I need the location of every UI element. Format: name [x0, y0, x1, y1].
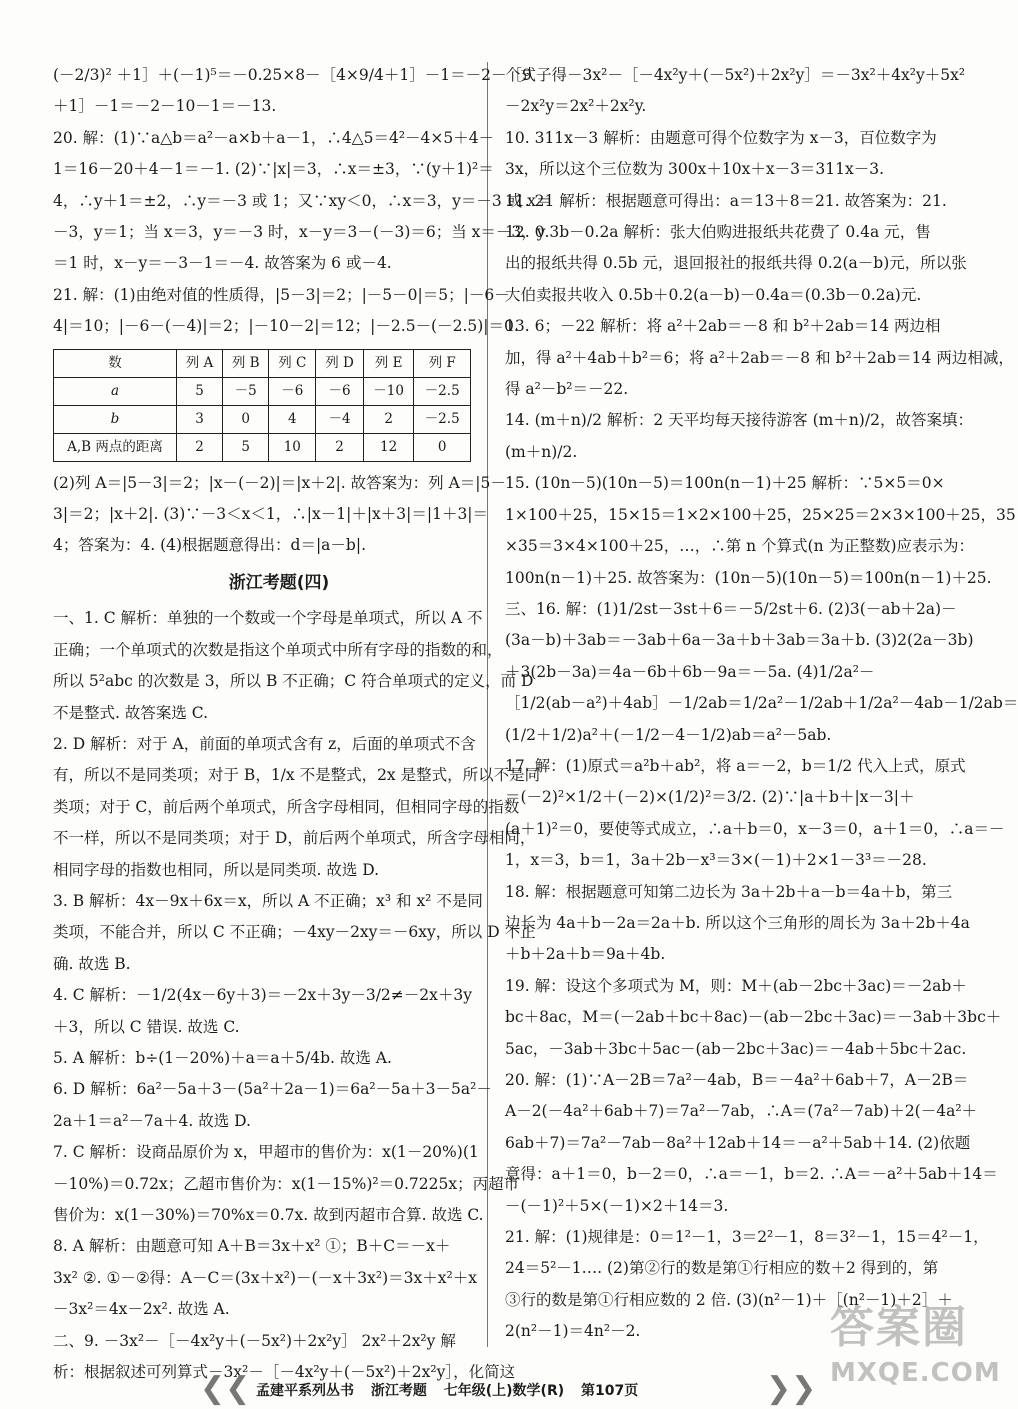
- table-header-cell: 列 D: [316, 349, 364, 377]
- text-line: 20. 解：(1)∵a△b＝a²－a×b＋a－1，∴4△5＝4²－4×5＋4－: [53, 128, 495, 147]
- table-cell: －2.5: [414, 377, 471, 405]
- text-line: 15. (10n－5)(10n－5)＝100n(n－1)＋25 解析：∵5×5＝0×: [505, 474, 945, 493]
- text-line: －3x²＝4x－2x². 故选 A.: [53, 1300, 230, 1319]
- table-header-cell: 列 F: [414, 349, 471, 377]
- text-line: 2(n²－1)＝4n²－2.: [505, 1322, 641, 1341]
- text-line: (a＋1)²＝0，要使等式成立，∴a＋b＝0，x－3＝0，a＋1＝0，∴a＝－: [505, 819, 1005, 838]
- text-line: 三、16. 解：(1)1/2st－3st＋6＝－5/2st＋6. (2)3(－ab＋2a)－: [505, 599, 957, 618]
- left-bottom-text: [53, 603, 541, 1388]
- table-row: [54, 405, 471, 433]
- table-cell: 4: [269, 405, 316, 433]
- text-line: 19. 解：设这个多项式为 M，则：M＋(ab－2bc＋3ac)＝－2ab＋: [505, 976, 967, 995]
- text-line: 一、1. C 解析：单独的一个数或一个字母是单项式，所以 A 不: [53, 609, 483, 628]
- text-line: 1＝16－20＋4－1＝－1. (2)∵|x|＝3，∴x＝±3，∵(y＋1)²＝: [53, 160, 494, 179]
- text-line: 6. D 解析：6a²－5a＋3－(5a²＋2a－1)＝6a²－5a＋3－5a²－: [53, 1080, 492, 1099]
- text-line: 5ac，－3ab＋3bc＋5ac－(ab－2bc＋3ac)＝－4ab＋5bc＋2ac.: [505, 1039, 967, 1058]
- text-line: 出的报纸共得 0.5b 元，退回报社的报纸共得 0.2(a－b)元，所以张: [505, 254, 967, 273]
- text-line: 4，∴y＋1＝±2，∴y＝－3 或 1；又∵xy＜0，∴x＝3，y＝－3 或 x＝: [53, 191, 552, 210]
- text-line: 3. B 解析：4x－9x＋6x＝x，所以 A 不正确；x³ 和 x² 不是同: [53, 891, 483, 910]
- watermark-logo-text: 答案圈: [830, 1302, 968, 1353]
- text-line: 相同字母的指数也相同，所以是同类项. 故选 D.: [53, 860, 380, 879]
- footer-book: 浙江考题: [370, 1383, 427, 1399]
- table-cell: 12: [363, 433, 414, 461]
- text-line: ×35＝3×4×100＋25，…，∴第 n 个算式(n 为正整数)应表示为：: [505, 537, 975, 556]
- text-line: (－2/3)² ＋1］＋(－1)⁵＝－0.25×8－［4×9/4＋1］－1＝－2－［9: [53, 66, 532, 84]
- footer-page-number: 第107页: [581, 1383, 639, 1399]
- text-line: ＋3，所以 C 错误. 故选 C.: [53, 1017, 240, 1036]
- text-line: 大伯卖报共收入 0.5b＋0.2(a－b)－0.4a＝(0.3b－0.2a)元.: [505, 285, 922, 304]
- table-cell: －5: [223, 377, 269, 405]
- text-line: 21. 解：(1)规律是：0＝1²－1，3＝2²－1，8＝3²－1，15＝4²－1，: [505, 1228, 989, 1247]
- text-line: －(－1)²＋5×(－1)×2＋14＝3.: [505, 1196, 729, 1215]
- table-cell: 0: [414, 433, 471, 461]
- table-cell: 10: [269, 433, 316, 461]
- right-column: [505, 60, 1018, 1348]
- chevron-left-icon: ❮❮: [200, 1371, 251, 1406]
- text-line: 4；答案为：4. (4)根据题意得出：d＝|a－b|.: [53, 536, 366, 555]
- table-cell: －10: [363, 377, 414, 405]
- text-line: 个式子得－3x²－［－4x²y＋(－5x²)＋2x²y］＝－3x²＋4x²y＋5x²: [505, 66, 966, 84]
- text-line: 1×100＋25，15×15＝1×2×100＋25，25×25＝2×3×100＋25，35: [505, 505, 1016, 524]
- text-line: 14. (m＋n)/2 解析：2 天平均每天接待游客 (m＋n)/2，故答案填：: [505, 411, 973, 430]
- text-line: 析：根据叙述可列算式－3x²－［－4x²y＋(－5x²)＋2x²y］，化简这: [53, 1363, 516, 1382]
- text-line: 2. D 解析：对于 A，前面的单项式含有 z，后面的单项式不含: [53, 734, 476, 753]
- table-cell: 5: [223, 433, 269, 461]
- text-line: ＝(－2)²×1/2＋(－2)×(1/2)²＝3/2. (2)∵|a＋b＋|x－3|＋: [505, 788, 915, 807]
- text-line: ［1/2(ab－a²)＋4ab］－1/2ab＝1/2a²－1/2ab＋1/2a²－4ab－1/2ab＝: [505, 694, 1018, 713]
- text-line: (2)列 A＝|5－3|＝2；|x－(－2)|＝|x＋2|. 故答案为：列 A＝|5－: [53, 473, 506, 492]
- table-row: [54, 377, 471, 405]
- text-line: 类项；对于 C，前后两个单项式，所含字母相同，但相同字母的指数: [53, 797, 520, 816]
- text-line: 1，x＝3，b＝1，3a＋2b－x³＝3×(－1)＋2×1－3³＝－28.: [505, 851, 927, 870]
- footer-series: 孟建平系列丛书: [256, 1383, 354, 1399]
- left-top-text: [53, 60, 552, 343]
- text-line: 得 a²－b²＝－22.: [505, 380, 629, 399]
- text-line: －10%)＝0.72x；乙超市售价为：x(1－15%)²＝0.7225x；丙超市: [53, 1174, 520, 1193]
- text-line: 3|＝2；|x＋2|. (3)∵－3＜x＜1，∴|x－1|＋|x＋3|＝|1＋3|＝: [53, 505, 489, 524]
- text-line: 有，所以不是同类项；对于 B，1/x 不是整式，2x 是整式，所以不是同: [53, 766, 541, 785]
- watermark-domain: MXQE.COM: [830, 1358, 1001, 1388]
- right-text: [505, 60, 1018, 1348]
- text-line: －2x²y＝2x²＋2x²y.: [505, 97, 647, 116]
- table-cell: －6: [316, 377, 364, 405]
- text-line: (3a－b)＋3ab＝－3ab＋6a－3a＋b＋3ab＝3a＋b. (3)2(2a－3b): [505, 631, 974, 650]
- text-line: 100n(n－1)＋25. 故答案为：(10n－5)(10n－5)＝100n(n－1)＋25.: [505, 568, 992, 587]
- table-cell: 2: [177, 433, 223, 461]
- text-line: －3，y＝1；当 x＝3，y＝－3 时，x－y＝3－(－3)＝6；当 x＝－3，y: [53, 223, 546, 242]
- text-line: 17. 解：(1)原式＝a²b＋ab²，将 a＝－2，b＝1/2 代入上式，原式: [505, 756, 966, 775]
- text-line: 13. 6；－22 解析：将 a²＋2ab＝－8 和 b²＋2ab＝14 两边相: [505, 317, 941, 336]
- text-line: 意得：a＋1＝0，b－2＝0，∴a＝－1，b＝2. ∴A＝－a²＋5ab＋14＝: [505, 1165, 998, 1184]
- text-line: 18. 解：根据题意可知第二边长为 3a＋2b＋a－b＝4a＋b，第三: [505, 882, 953, 901]
- text-line: 3x² ②. ①－②得：A－C＝(3x＋x²)－(－x＋3x²)＝3x＋x²＋x: [53, 1268, 477, 1287]
- text-line: 2a＋1＝a²－7a＋4. 故选 D.: [53, 1111, 251, 1130]
- table-cell: 2: [316, 433, 364, 461]
- text-line: (1/2＋1/2)a²＋(－1/2－4－1/2)ab＝a²－5ab.: [505, 725, 832, 744]
- text-line: ③行的数是第①行相应数的 2 倍. (3)(n²－1)＋［(n²－1)＋2］＋: [505, 1290, 953, 1309]
- text-line: 21. 解：(1)由绝对值的性质得，|5－3|＝2；|－5－0|＝5；|－6－: [53, 285, 510, 304]
- text-line: 8. A 解析：由题意可知 A＋B＝3x＋x² ①；B＋C＝－x＋: [53, 1237, 451, 1256]
- text-line: 4. C 解析：－1/2(4x－6y＋3)＝－2x＋3y－3/2≠－2x＋3y: [53, 986, 473, 1005]
- table-cell: b: [54, 405, 177, 433]
- text-line: 12. 0.3b－0.2a 解析：张大伯购进报纸共花费了 0.4a 元，售: [505, 223, 931, 242]
- text-line: 二、9. －3x²－［－4x²y＋(－5x²)＋2x²y］ 2x²＋2x²y 解: [53, 1331, 456, 1350]
- text-line: 加，得 a²＋4ab＋b²＝6；将 a²＋2ab＝－8 和 b²＋2ab＝14 两边相减，: [505, 348, 1014, 367]
- footer-grade-subject: 七年级(上)数学(R): [443, 1383, 565, 1399]
- table-header-cell: 列 C: [269, 349, 316, 377]
- answer-table: [53, 349, 471, 462]
- text-line: 边长为 4a＋b－2a＝2a＋b. 所以这个三角形的周长为 3a＋2b＋4a: [505, 913, 970, 932]
- text-line: 11. 21 解析：根据题意可得出：a＝13＋8＝21. 故答案为：21.: [505, 191, 947, 210]
- text-line: ＝1 时，x－y＝－3－1＝－4. 故答案为 6 或－4.: [53, 254, 392, 273]
- table-cell: 0: [223, 405, 269, 433]
- footer-text: [256, 1380, 756, 1400]
- table-row: [54, 433, 471, 461]
- text-line: ＋b＋2a＋b＝9a＋4b.: [505, 945, 666, 964]
- text-line: 不是整式. 故答案选 C.: [53, 703, 209, 722]
- table-cell: －4: [316, 405, 364, 433]
- text-line: (m＋n)/2.: [505, 442, 578, 461]
- text-line: 24＝5²－1…. (2)第②行的数是第①行相应的数＋2 得到的，第: [505, 1259, 939, 1278]
- table-cell: A,B 两点的距离: [54, 433, 177, 461]
- text-line: 6ab＋7)＝7a²－7ab－8a²＋12ab＋14＝－a²＋5ab＋14. (2)依题: [505, 1133, 971, 1152]
- text-line: 7. C 解析：设商品原价为 x，甲超市的售价为：x(1－20%)(1: [53, 1143, 479, 1162]
- table-cell: a: [54, 377, 177, 405]
- text-line: 类项，不能合并，所以 C 不正确；－4xy－2xy＝－6xy，所以 D 不正: [53, 923, 536, 942]
- text-line: 所以 5²abc 的次数是 3，所以 B 不正确；C 符合单项式的定义，而 D: [53, 672, 534, 691]
- watermark: [830, 1300, 1001, 1400]
- table-header-cell: 列 A: [177, 349, 223, 377]
- table-cell: －6: [269, 377, 316, 405]
- left-mid-text: [53, 468, 505, 562]
- table-cell: 2: [363, 405, 414, 433]
- table-header-row: [54, 349, 471, 377]
- text-line: 3x，所以这个三位数为 300x＋10x＋x－3＝311x－3.: [505, 160, 885, 179]
- table-header-cell: 列 E: [363, 349, 414, 377]
- text-line: bc＋8ac，M＝(－2ab＋bc＋8ac)－(ab－2bc＋3ac)＝－3ab＋3bc＋: [505, 1008, 1002, 1027]
- text-line: 20. 解：(1)∵A－2B＝7a²－4ab，B＝－4a²＋6ab＋7，A－2B＝: [505, 1071, 969, 1089]
- text-line: 4|＝10；|－6－(－4)|＝2；|－10－2|＝12；|－2.5－(－2.5)|＝0.: [53, 317, 519, 336]
- text-line: 售价为：x(1－30%)＝70%x＝0.7x. 故到丙超市合算. 故选 C.: [53, 1206, 484, 1224]
- text-line: A－2(－4a²＋6ab＋7)＝7a²－7ab，∴A＝(7a²－7ab)＋2(－4a²＋: [505, 1102, 978, 1121]
- section-title: 浙江考题(四): [228, 572, 330, 593]
- text-line: 10. 311x－3 解析：由题意可得个位数字为 x－3，百位数字为: [505, 128, 937, 147]
- text-line: 5. A 解析：b÷(1－20%)＋a＝a＋5/4b. 故选 A.: [53, 1048, 392, 1067]
- text-line: 不一样，所以不是同类项；对于 D，前后两个单项式，所含字母相同，: [53, 829, 536, 848]
- text-line: ＋1］－1＝－2－10－1＝－13.: [53, 97, 277, 116]
- table-cell: 5: [177, 377, 223, 405]
- text-line: 确. 故选 B.: [53, 954, 131, 973]
- chevron-right-icon: ❯❯: [766, 1371, 817, 1406]
- table-header-cell: 数: [54, 349, 177, 377]
- table-cell: 3: [177, 405, 223, 433]
- text-line: ＋3(2b－3a)＝4a－6b＋6b－9a＝－5a. (4)1/2a²－: [505, 662, 875, 681]
- table-cell: －2.5: [414, 405, 471, 433]
- table-header-cell: 列 B: [223, 349, 269, 377]
- text-line: 正确；一个单项式的次数是指这个单项式中所有字母的指数的和，: [53, 640, 503, 659]
